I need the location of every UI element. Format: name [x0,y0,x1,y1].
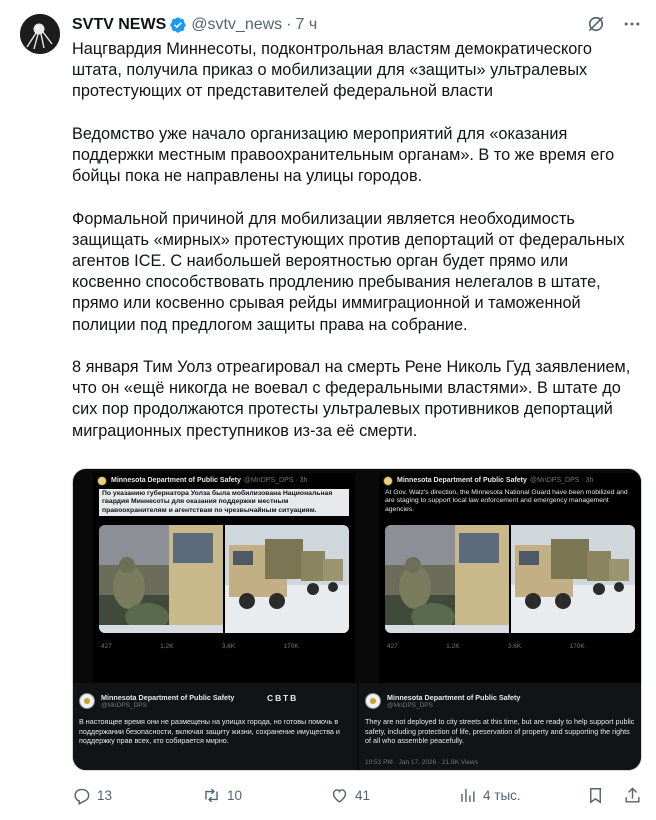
sputnik-logo [20,14,60,54]
views-icon [458,786,477,805]
panel-meta: @MnDPS_DPS · 3h [243,476,308,484]
panel-stats [387,643,633,653]
like-icon [330,786,349,805]
screenshot-panel-en [379,473,641,683]
bookmark-button[interactable] [586,784,605,806]
tweet-actions [72,784,642,806]
panel-meta: 10:53 PM · Jan 17, 2026 · 21.9K Views [365,759,478,766]
panel-stat-reposts: 1.2K [446,643,460,650]
svtv-watermark: СВТВ [267,693,299,703]
repost-count: 10 [227,787,243,803]
panel-handle: @MnDPS_DPS [101,702,147,709]
mndps-logo-icon [365,693,381,709]
top-icons [586,14,642,34]
panel-header [79,691,351,713]
paragraph-2: Ведомство уже начало организацию мероприятий для «оказания поддержки местным правоохранительным органам». В то же время его бойцы пока не направлены на улицы городов. [72,124,615,186]
panel-account: Minnesota Department of Public Safety [387,693,521,702]
timestamp[interactable]: 7 ч [295,16,318,33]
panel-photos [99,525,349,633]
soldiers-photo [385,525,509,633]
tweet-text [72,39,640,442]
views-button[interactable] [458,784,521,806]
panel-stat-views: 170K [569,643,585,650]
author-name[interactable]: SVTV NEWS [72,16,167,33]
more-icon[interactable] [622,14,642,34]
soldiers-photo [99,525,223,633]
reply-button[interactable] [72,784,112,806]
panel-stat-replies: 427 [101,643,112,650]
panel-photos [385,525,635,633]
share-button[interactable] [623,784,642,806]
author-handle[interactable]: @svtv_news [191,16,283,33]
panel-text: At Gov. Walz's direction, the Minnesota National Guard have been mobilized and are staging to support local law enforcement and emergency management agencies. [385,489,628,513]
panel-account: Minnesota Department of Public Safety [111,476,241,484]
avatar[interactable] [20,14,60,54]
panel-stat-reposts: 1,2K [160,643,174,650]
paragraph-1: Нацгвардия Миннесоты, подконтрольная властям демократического штата, получила приказ о мобилизации для «защиты» ультралевых протестующих от представителей федеральной власти [72,40,592,101]
panel-meta: @MnDPS_DPS · 3h [529,476,594,484]
panel-text: В настоящее время они не размещены на улицах города, но готовы помочь в поддержании безопасности, включая защиту жизни, сохранение имущества и поддержку прав всех, кто собирается мирно. [79,717,340,746]
repost-icon [202,786,221,805]
panel-header [365,691,637,713]
panel-handle: @MnDPS_DPS [387,702,433,709]
like-count: 41 [355,787,371,803]
reply-count: 13 [97,787,113,803]
panel-stat-likes: 3,6K [221,643,236,650]
panel-stat-likes: 3.6K [507,643,522,650]
tweet-media[interactable] [72,468,642,771]
views-count: 4 тыс. [483,787,521,803]
mndps-logo-icon [79,693,95,709]
tweet-header [72,14,317,36]
verified-badge-icon [169,16,187,34]
panel-stat-views: 170K [283,643,299,650]
panel-text: По указанию губернатора Уолза была мобилизована Национальная гвардия Миннесоты для оказания поддержки местным правоохранителям и агентствам по чрезвычайным ситуациям. [99,489,349,516]
panel-account: Minnesota Department of Public Safety [397,476,527,484]
screenshot-panel-ru-continued [73,683,357,771]
screenshot-panel-en-continued [359,683,642,771]
repost-button[interactable] [202,784,242,806]
panel-stats [101,643,347,653]
paragraph-3: Формальной причиной для мобилизации является необходимость защищать «мирных» протестующих против депортаций от федеральных агентов ICE. С наибольшей вероятностью орган будет прямо или косвенно способствовать продлению пребывания нелегалов в штате, прямо или косвенно срывая рейды иммиграционной и таможенной полиции под предлогом защиты права на собрание. [72,209,625,334]
trucks-photo [511,525,635,633]
screenshot-panel-ru [93,473,355,683]
trucks-photo [225,525,349,633]
panel-header [93,473,355,487]
separator-dot: · [286,16,292,33]
panel-header [379,473,641,487]
panel-account: Minnesota Department of Public Safety [101,693,235,702]
paragraph-4: 8 января Тим Уолз отреагировал на смерть Рене Николь Гуд заявлением, что он «ещё никогда не воевал с федеральными властями». В штате до сих пор продолжаются протесты ультралевых противников депортаций миграционных преступников из-за её смерти. [72,358,631,440]
panel-text: They are not deployed to city streets at this time, but are ready to help support public safety, including protection of life, preservation of property and supporting the rights of all who assemble peacefully. [365,717,635,746]
like-button[interactable] [330,784,370,806]
panel-stat-replies: 427 [387,643,398,650]
reply-icon [72,786,91,805]
bookmark-icon [586,786,605,805]
share-icon [623,786,642,805]
grok-icon[interactable] [586,14,606,34]
